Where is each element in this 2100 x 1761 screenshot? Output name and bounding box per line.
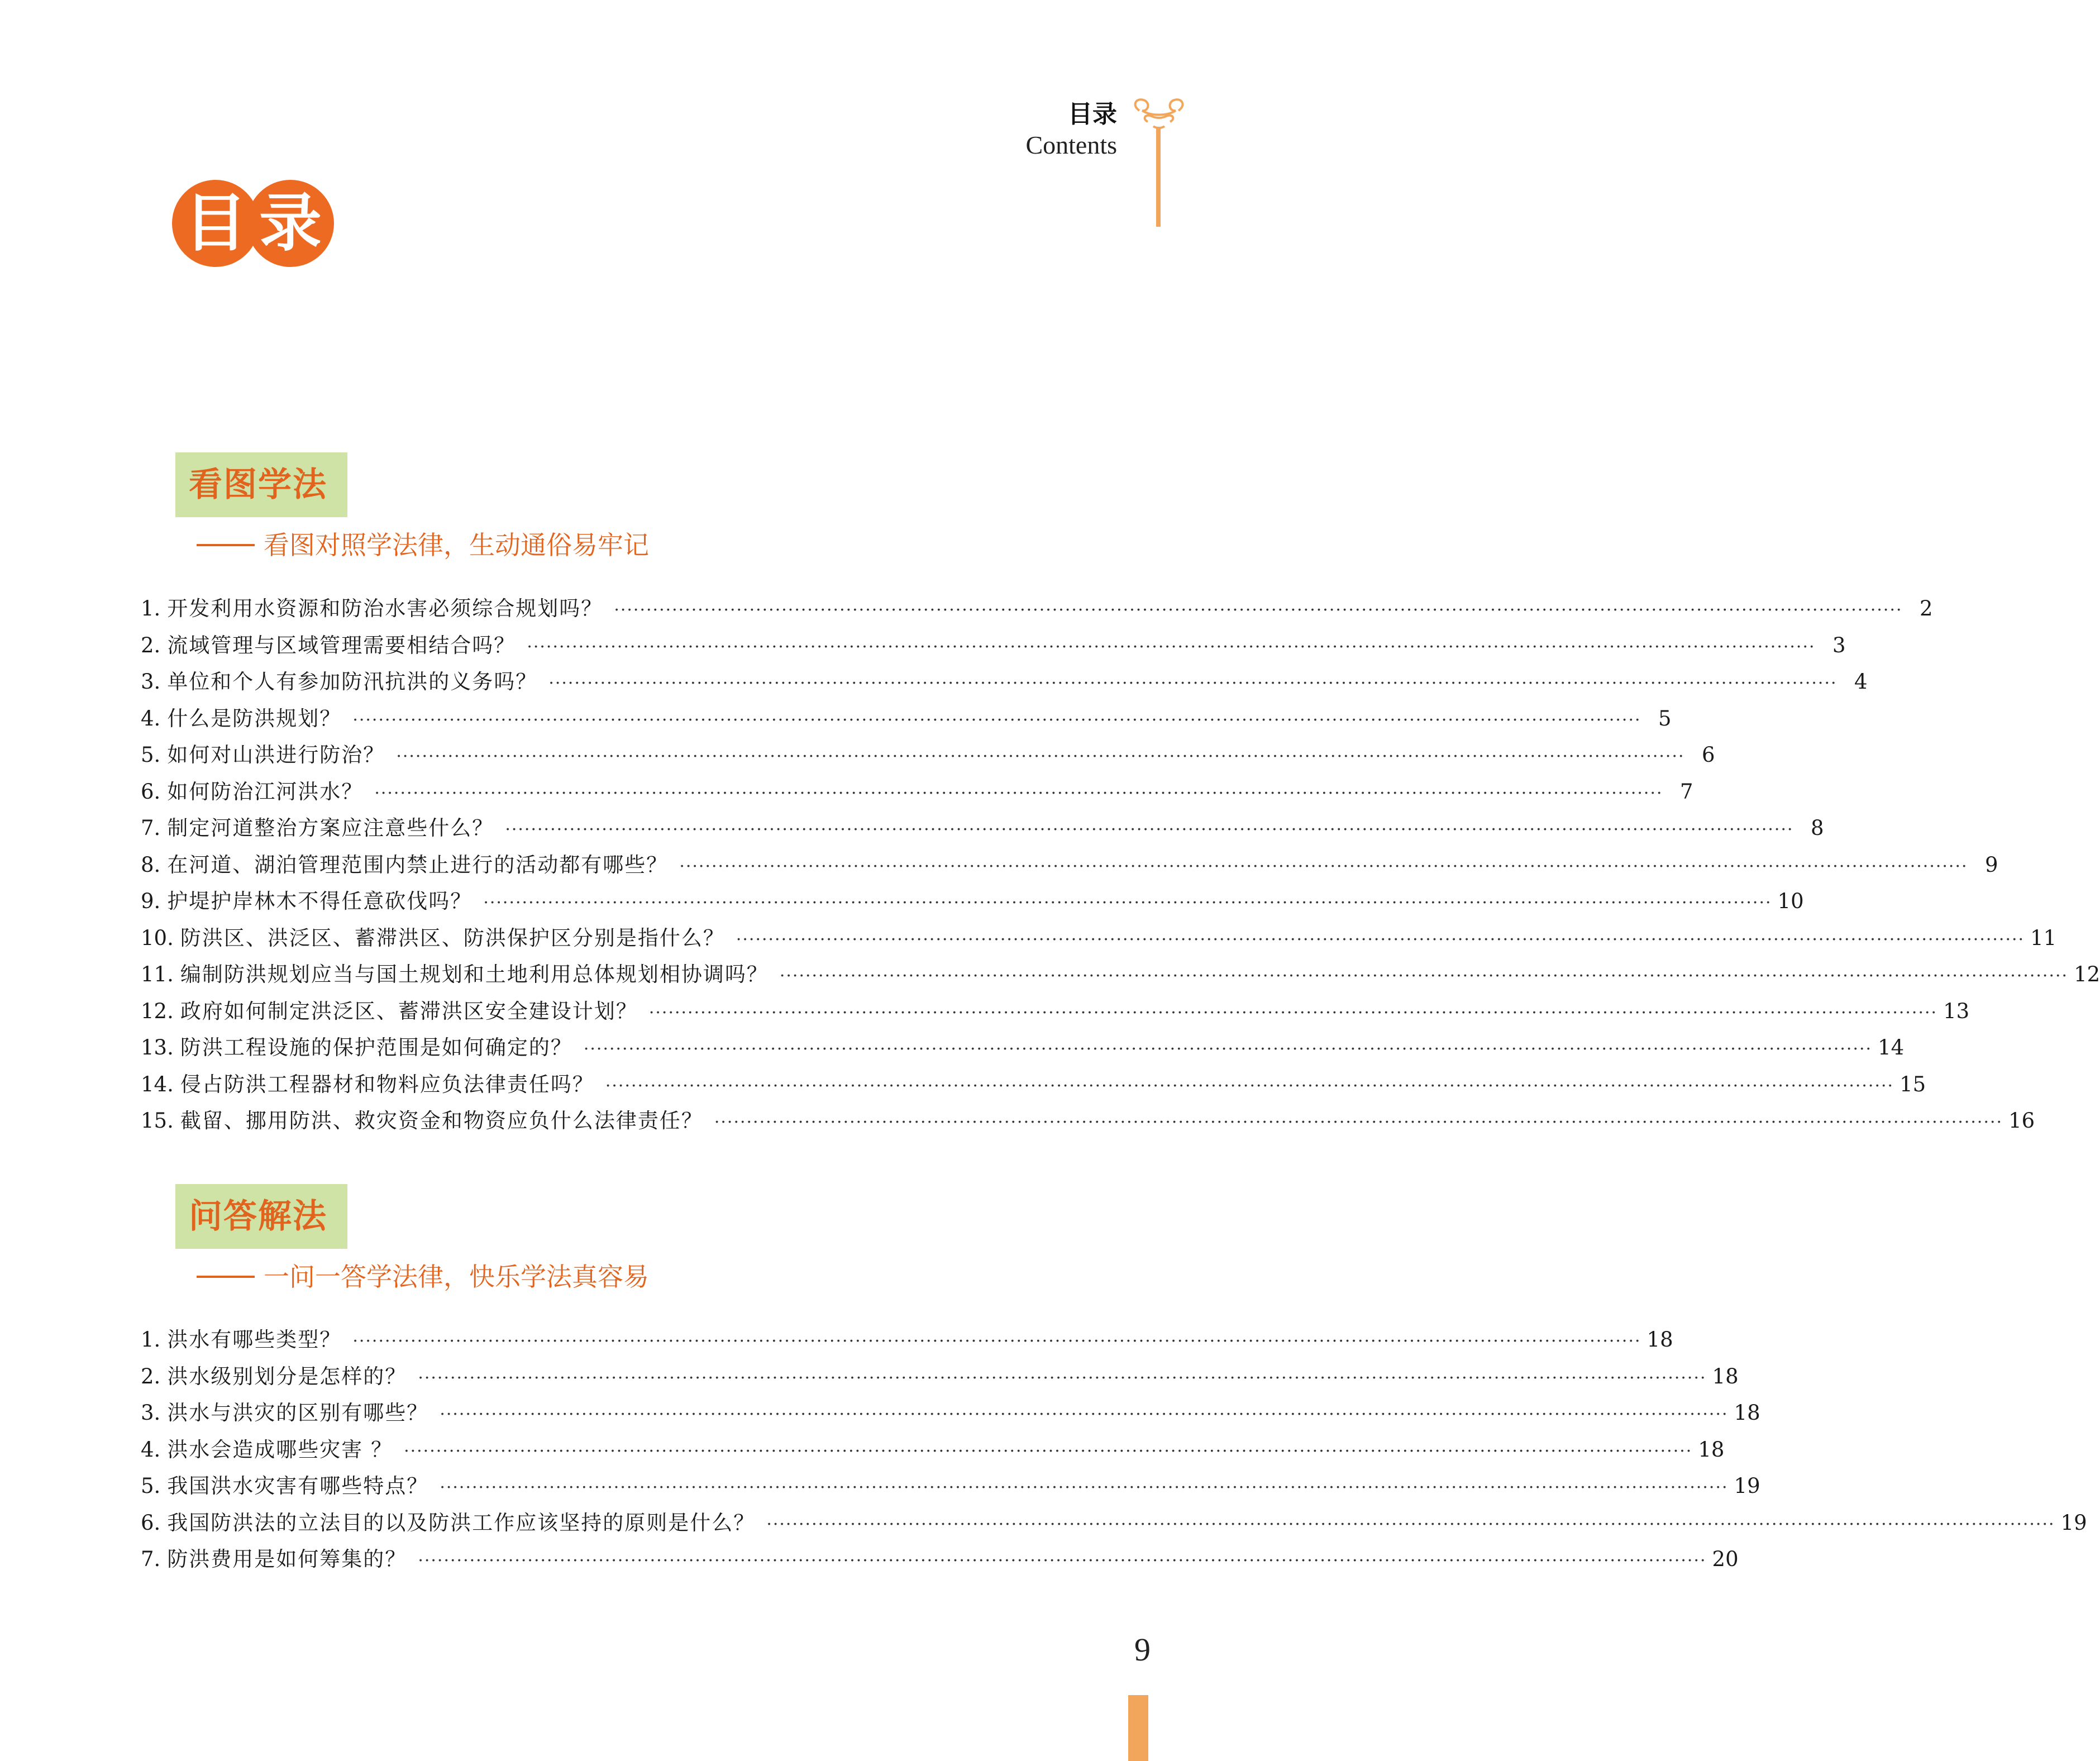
toc-entry-page: 16 [2008, 1109, 2035, 1133]
section-subtitle [197, 525, 649, 562]
page-number: 9 [1134, 1631, 1151, 1668]
toc-entry-number: 10. [141, 925, 174, 950]
toc-entry-number: 1. [141, 1328, 161, 1352]
toc-entry-number: 7. [141, 816, 161, 840]
section-heading-box [175, 1184, 347, 1249]
toc-leader-dots: ········································································································································································································ [605, 1076, 1894, 1096]
toc-leader-dots: ········································································································································································································ [505, 820, 1794, 839]
toc-entry-page: 11 [2030, 925, 2057, 950]
toc-entry-number: 3. [141, 1401, 161, 1425]
running-header-zh: 目录 [1068, 100, 1117, 128]
toc-entry-page: 12 [2074, 962, 2100, 986]
toc-entry-number: 2. [141, 1364, 161, 1388]
toc-entry-number: 5. [141, 743, 161, 767]
toc-list [141, 1321, 2087, 1578]
toc-leader-dots: ········································································································································································································ [679, 856, 1968, 876]
section-subtitle-text: 看图对照学法律，生动通俗易牢记 [264, 530, 649, 560]
toc-leader-dots: ········································································································································································································ [766, 1514, 2055, 1534]
toc-entry-page: 10 [1777, 889, 1804, 913]
running-header [1025, 99, 1117, 161]
toc-entry-title: 制定河道整治方案应注意些什么？ [167, 816, 494, 840]
toc-leader-dots: ········································································································································································································ [418, 1551, 1707, 1571]
toc-entry-number: 13. [141, 1035, 174, 1060]
toc-leader-dots: ········································································································································································································ [614, 600, 1903, 620]
toc-entry-page: 9 [1985, 852, 1998, 877]
toc-entry[interactable] [141, 1395, 1760, 1431]
toc-entry[interactable] [141, 737, 1715, 774]
toc-entry[interactable] [141, 993, 1970, 1030]
toc-entry-title: 洪水与洪灾的区别有哪些？ [167, 1401, 429, 1425]
toc-entry-page: 6 [1702, 743, 1715, 767]
toc-entry-page: 2 [1920, 596, 1933, 621]
toc-entry-title: 防洪费用是如何筹集的？ [167, 1547, 407, 1571]
toc-entry[interactable] [141, 664, 1868, 700]
toc-entry-page: 7 [1680, 779, 1693, 804]
toc-entry-page: 19 [1734, 1474, 1760, 1498]
toc-entry[interactable] [141, 774, 1693, 810]
toc-entry-page: 14 [1878, 1035, 1905, 1060]
section-heading: 看图学法 [189, 465, 327, 504]
toc-entry-title: 流域管理与区域管理需要相结合吗？ [167, 633, 516, 657]
toc-entry[interactable] [141, 810, 1824, 847]
toc-leader-dots: ········································································································································································································ [352, 710, 1641, 730]
toc-leader-dots: ········································································································································································································ [440, 1405, 1729, 1424]
toc-entry[interactable] [141, 1468, 1760, 1505]
toc-entry[interactable] [141, 700, 1672, 737]
toc-entry-page: 19 [2060, 1510, 2087, 1535]
toc-entry[interactable] [141, 1103, 2035, 1139]
section-heading-box [175, 452, 347, 517]
toc-entry-page: 3 [1832, 633, 1846, 657]
toc-entry[interactable] [141, 1431, 1725, 1468]
toc-entry-title: 我国防洪法的立法目的以及防洪工作应该坚持的原则是什么？ [167, 1510, 756, 1535]
toc-leader-dots: ········································································································································································································ [374, 783, 1663, 803]
toc-entry-number: 7. [141, 1547, 161, 1571]
toc-entry-title: 截留、挪用防洪、救灾资金和物资应负什么法律责任？ [180, 1109, 703, 1133]
scroll-ornament-icon [1128, 94, 1190, 228]
toc-entry-number: 14. [141, 1072, 174, 1096]
toc-entry[interactable] [141, 1541, 1739, 1578]
toc-entry-title: 护堤护岸林木不得任意砍伐吗？ [167, 889, 472, 913]
toc-entry-title: 单位和个人有参加防汛抗洪的义务吗？ [167, 670, 538, 694]
toc-entry-number: 6. [141, 1510, 161, 1535]
toc-entry-title: 编制防洪规划应当与国土规划和土地利用总体规划相协调吗？ [180, 962, 769, 986]
toc-leader-dots: ········································································································································································································ [483, 893, 1772, 913]
toc-entry-page: 5 [1658, 706, 1672, 731]
toc-entry-page: 18 [1646, 1328, 1673, 1352]
toc-leader-dots: ········································································································································································································ [404, 1441, 1693, 1461]
toc-entry-number: 12. [141, 999, 174, 1023]
toc-entry-number: 3. [141, 670, 161, 694]
title-char-circle: 目 [172, 180, 259, 267]
toc-entry[interactable] [141, 1321, 1673, 1358]
toc-entry-title: 什么是防洪规划？ [167, 706, 342, 731]
toc-entry-number: 1. [141, 596, 161, 621]
toc-entry[interactable] [141, 590, 1933, 627]
toc-entry[interactable] [141, 1029, 1905, 1066]
toc-entry-title: 洪水会造成哪些灾害 ？ [167, 1437, 393, 1462]
subtitle-dash [197, 544, 255, 546]
toc-entry-page: 15 [1899, 1072, 1926, 1096]
toc-entry-title: 如何防治江河洪水？ [167, 779, 364, 804]
toc-entry-page: 13 [1943, 999, 1970, 1023]
toc-leader-dots: ········································································································································································································ [583, 1039, 1873, 1059]
toc-entry-title: 洪水级别划分是怎样的？ [167, 1364, 407, 1388]
toc-entry-number: 2. [141, 633, 161, 657]
section-heading: 问答解法 [189, 1197, 327, 1236]
toc-entry[interactable] [141, 847, 1998, 884]
toc-entry[interactable] [141, 920, 2057, 957]
toc-entry-number: 8. [141, 852, 161, 877]
toc-entry-number: 11. [141, 962, 174, 986]
toc-leader-dots: ········································································································································································································ [527, 637, 1816, 657]
toc-entry-title: 侵占防洪工程器材和物料应负法律责任吗？ [180, 1072, 594, 1096]
toc-entry-number: 5. [141, 1474, 161, 1498]
toc-entry-page: 20 [1712, 1547, 1739, 1571]
toc-entry-page: 4 [1854, 670, 1868, 694]
toc-entry[interactable] [141, 1505, 2087, 1542]
toc-leader-dots: ········································································································································································································ [548, 674, 1837, 693]
toc-entry-number: 9. [141, 889, 161, 913]
toc-entry[interactable] [141, 627, 1846, 664]
toc-list [141, 590, 2100, 1139]
section-subtitle-text: 一问一答学法律，快乐学法真容易 [264, 1262, 649, 1292]
toc-leader-dots: ········································································································································································································ [714, 1113, 2003, 1132]
toc-entry-page: 18 [1734, 1401, 1760, 1425]
toc-entry[interactable] [141, 883, 1804, 920]
toc-entry-title: 防洪区、洪泛区、蓄滞洪区、防洪保护区分别是指什么？ [180, 925, 725, 950]
folio-bar [1128, 1695, 1148, 1761]
subtitle-dash [197, 1276, 255, 1278]
toc-entry-page: 18 [1712, 1364, 1739, 1388]
toc-leader-dots: ········································································································································································································ [396, 747, 1685, 766]
toc-leader-dots: ········································································································································································································ [736, 929, 2025, 949]
toc-entry[interactable] [141, 1066, 1926, 1103]
toc-entry-number: 6. [141, 779, 161, 804]
toc-entry-number: 15. [141, 1109, 174, 1133]
page-title [172, 180, 340, 269]
toc-entry-title: 开发利用水资源和防治水害必须综合规划吗？ [167, 596, 603, 621]
toc-entry-title: 我国洪水灾害有哪些特点？ [167, 1474, 429, 1498]
running-header-en: Contents [1025, 131, 1117, 159]
toc-leader-dots: ········································································································································································································ [418, 1368, 1707, 1388]
toc-entry-page: 18 [1698, 1437, 1725, 1462]
toc-entry-title: 如何对山洪进行防治？ [167, 743, 385, 767]
toc-entry-title: 在河道、湖泊管理范围内禁止进行的活动都有哪些？ [167, 852, 669, 877]
toc-leader-dots: ········································································································································································································ [779, 966, 2069, 986]
toc-entry-title: 政府如何制定洪泛区、蓄滞洪区安全建设计划？ [180, 999, 638, 1023]
toc-entry-number: 4. [141, 706, 161, 731]
toc-entry-number: 4. [141, 1437, 161, 1462]
toc-entry[interactable] [141, 956, 2100, 993]
toc-leader-dots: ········································································································································································································ [440, 1478, 1729, 1497]
toc-leader-dots: ········································································································································································································ [648, 1003, 1938, 1023]
title-char-circle: 录 [247, 180, 334, 267]
toc-entry-title: 防洪工程设施的保护范围是如何确定的？ [180, 1035, 572, 1060]
toc-leader-dots: ········································································································································································································ [352, 1332, 1641, 1351]
section-subtitle [197, 1257, 649, 1294]
toc-entry-page: 8 [1811, 816, 1824, 840]
toc-entry[interactable] [141, 1358, 1739, 1395]
toc-entry-title: 洪水有哪些类型？ [167, 1328, 342, 1352]
